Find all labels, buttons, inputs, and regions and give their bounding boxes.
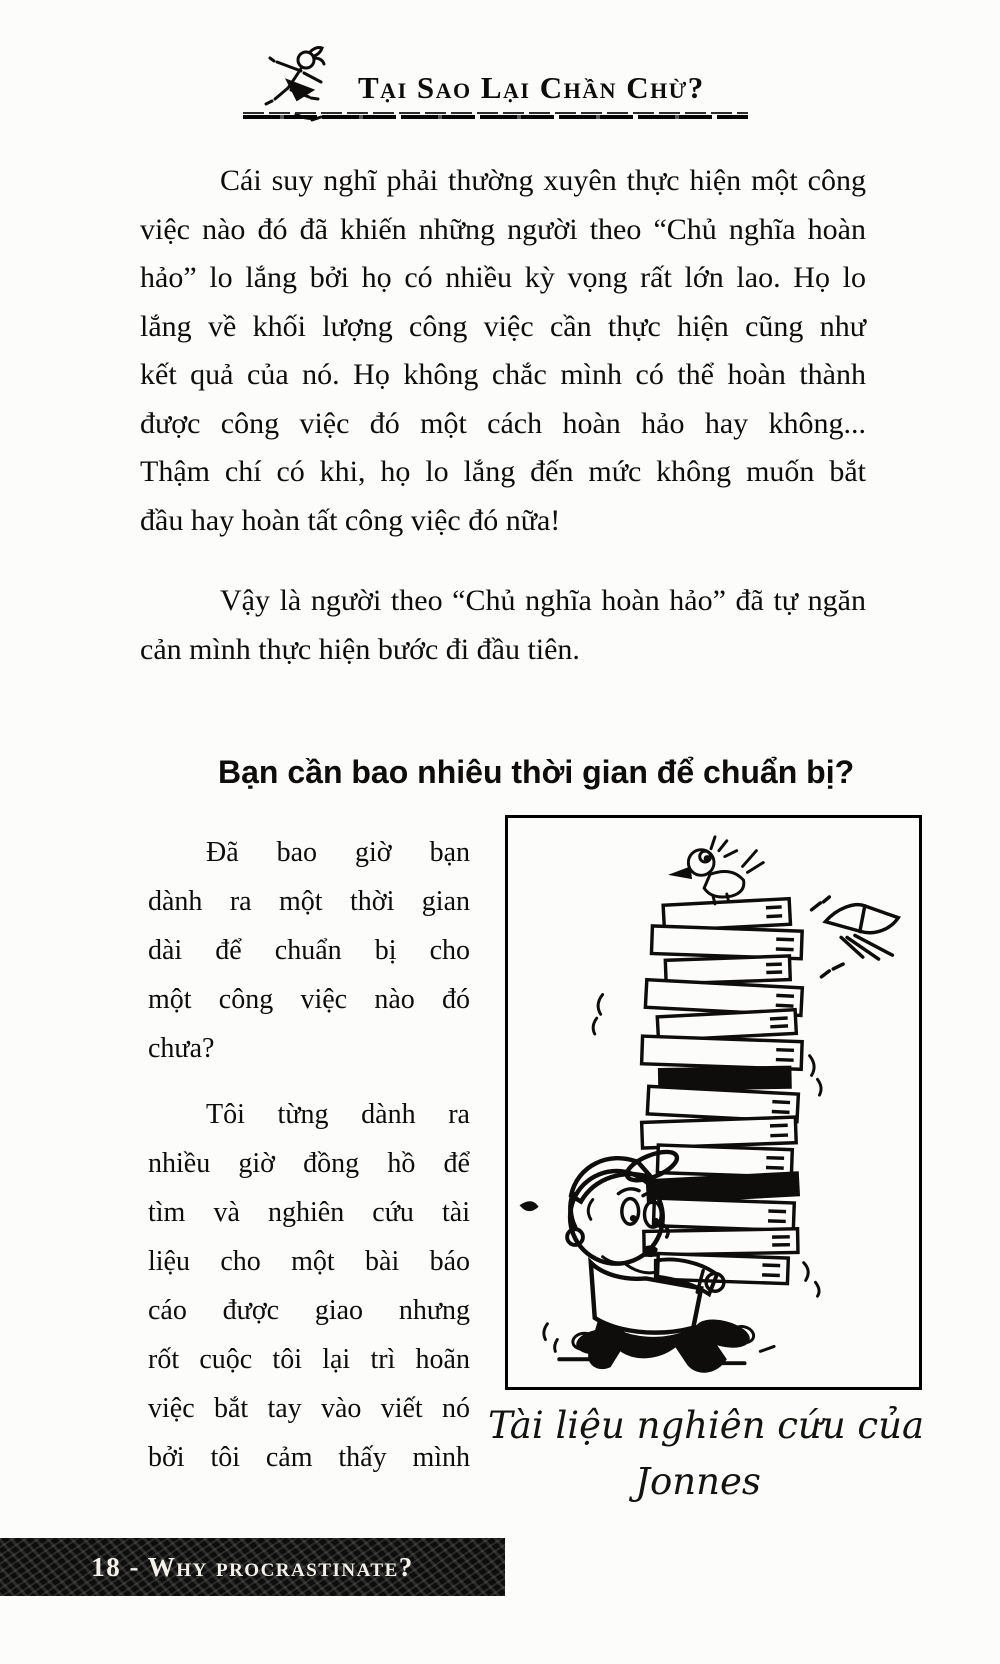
illustration-caption-line1: Tài liệu nghiên cứu của bbox=[488, 1404, 925, 1447]
left-column-paragraph bbox=[148, 828, 470, 1073]
footer-bar bbox=[0, 1538, 505, 1596]
text-line: đầu hay hoàn tất công việc đó nữa! bbox=[140, 503, 561, 537]
text-line: nhiều giờ đồng hồ để bbox=[148, 1148, 470, 1179]
text-line: một công việc nào đó bbox=[148, 984, 470, 1015]
text-line: dài để chuẩn bị cho bbox=[148, 935, 470, 966]
text-line: việc bắt tay vào viết nó bbox=[148, 1393, 470, 1424]
paragraph bbox=[140, 157, 866, 545]
text-line: việc nào đó đã khiến những người theo “Chủ nghĩa hoàn bbox=[140, 212, 866, 246]
text-line: Tôi từng dành ra bbox=[206, 1099, 470, 1130]
text-line: Vậy là người theo “Chủ nghĩa hoàn hảo” đã tự ngăn bbox=[220, 584, 866, 617]
text-line: hảo” lo lắng bởi họ có nhiều kỳ vọng rất lớn lao. Họ lo bbox=[140, 261, 866, 294]
bird bbox=[674, 837, 764, 904]
text-line: bởi tôi cảm thấy mình bbox=[148, 1442, 470, 1473]
section-heading: Bạn cần bao nhiêu thời gian để chuẩn bị? bbox=[218, 754, 855, 790]
text-line: Đã bao giờ bạn bbox=[206, 837, 470, 868]
text-line: kết quả của nó. Họ không chắc mình có thể hoàn thành bbox=[140, 358, 866, 391]
text-line: lắng về khối lượng công việc cần thực hiện cũng như bbox=[140, 309, 866, 343]
text-line: cáo được giao nhưng bbox=[148, 1295, 470, 1326]
text-line: liệu cho một bài báo bbox=[148, 1246, 470, 1277]
text-line: rốt cuộc tôi lại trì hoãn bbox=[148, 1344, 470, 1375]
illustration-frame bbox=[505, 815, 922, 1390]
text-line: Thậm chí có khi, họ lo lắng đến mức không muốn bắt bbox=[140, 455, 866, 488]
title-underline bbox=[243, 112, 748, 120]
page-title: Tại Sao Lại Chần Chừ? bbox=[358, 70, 705, 105]
footer-page-label: 18 - Why procrastinate? bbox=[91, 1551, 414, 1582]
boy-carrying-books-illustration bbox=[508, 818, 919, 1387]
left-column-paragraph bbox=[148, 1090, 470, 1482]
text-line: được công việc đó một cách hoàn hảo hay không... bbox=[140, 406, 866, 440]
text-line: cản mình thực hiện bước đi đầu tiên. bbox=[140, 632, 580, 666]
text-line: dành ra một thời gian bbox=[148, 886, 470, 917]
text-line: tìm và nghiên cứu tài bbox=[148, 1197, 470, 1228]
illustration-caption-line2: Jonnes bbox=[635, 1460, 761, 1503]
text-line: Cái suy nghĩ phải thường xuyên thực hiện một công bbox=[220, 164, 866, 197]
paragraph bbox=[140, 577, 866, 674]
flying-book bbox=[812, 897, 899, 977]
text-line: chưa? bbox=[148, 1033, 215, 1064]
